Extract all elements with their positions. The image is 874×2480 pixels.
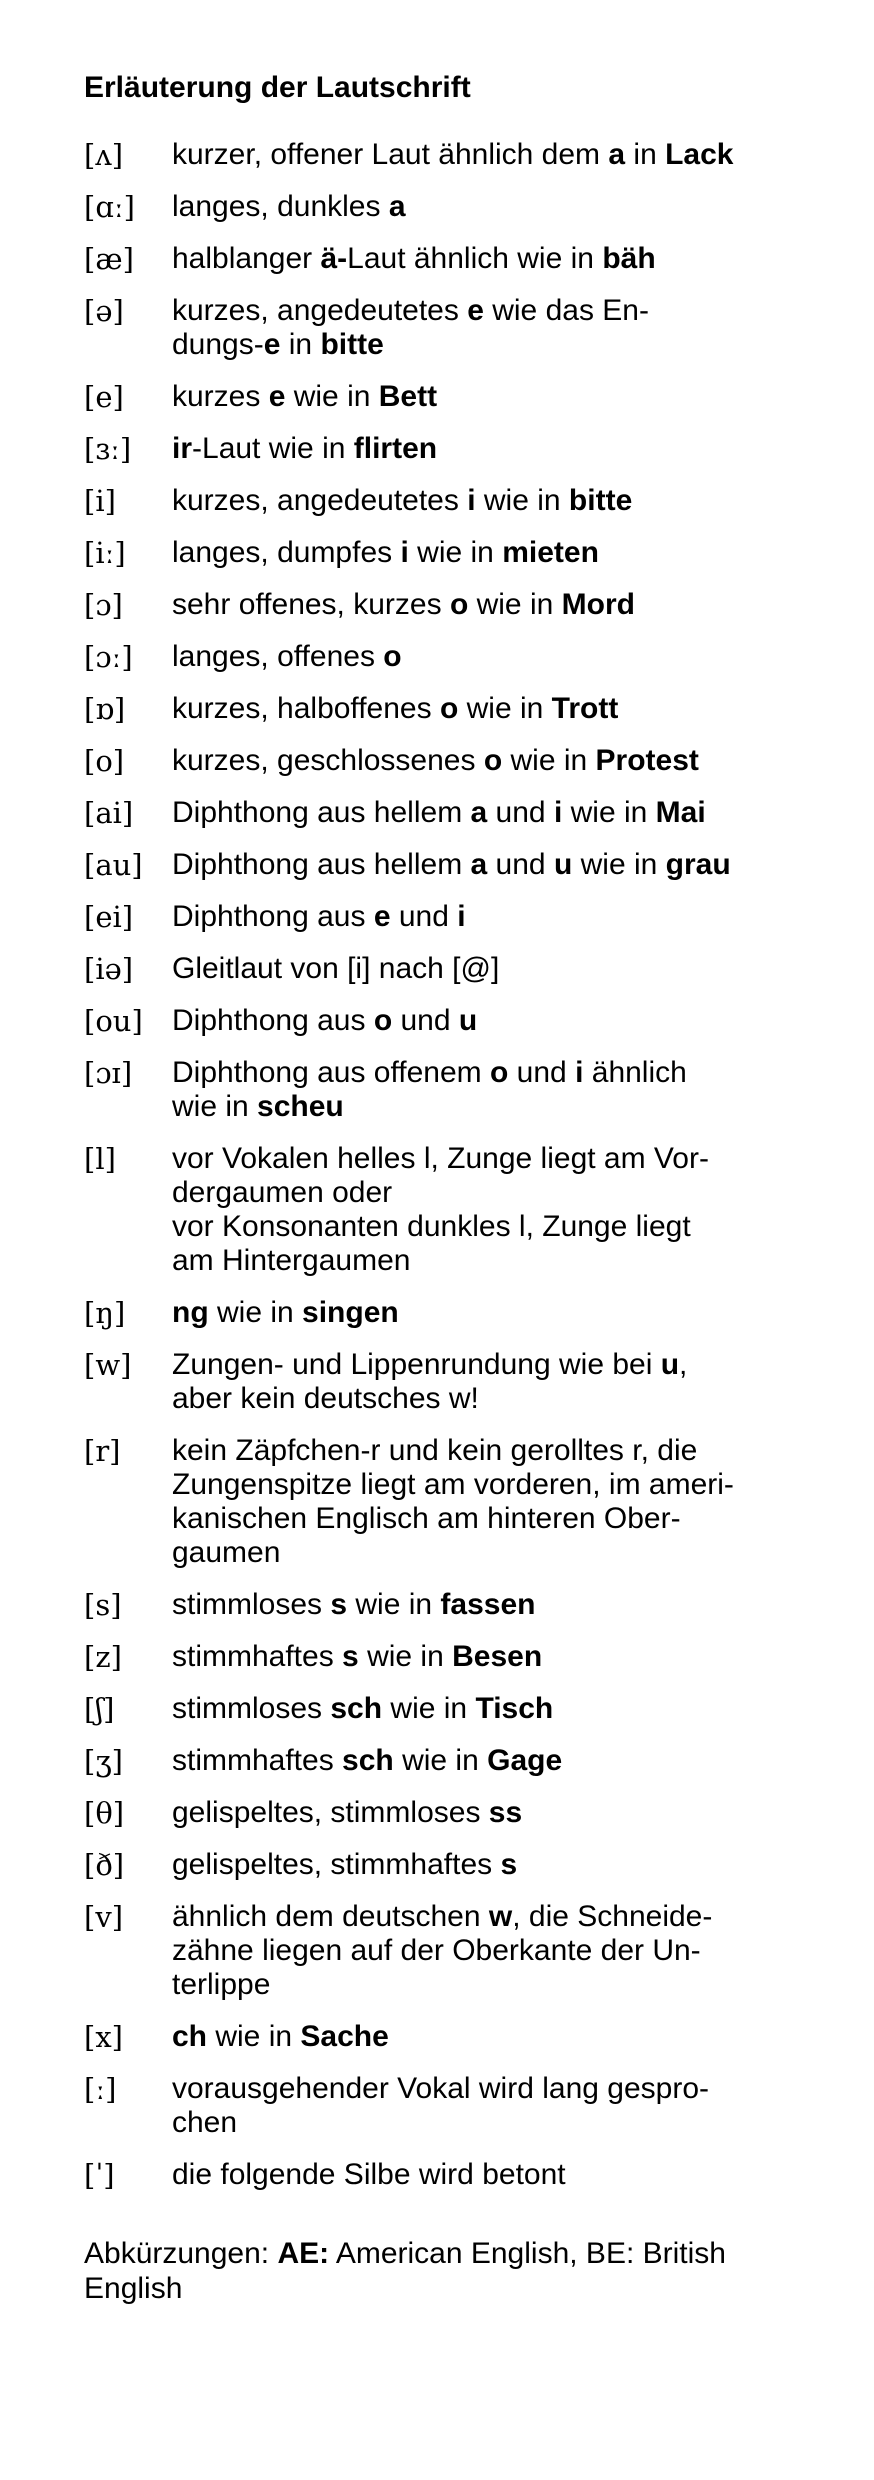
- text-segment: sehr offenes, kurzes: [172, 588, 450, 621]
- description-line: [172, 1382, 824, 1416]
- description-line: [172, 1536, 824, 1570]
- phonetic-description: [172, 640, 824, 674]
- description-line: [172, 2106, 824, 2140]
- text-segment: wie in: [562, 796, 656, 829]
- description-line: [172, 1796, 824, 1830]
- phonetic-symbol: [ei]: [84, 900, 134, 934]
- text-segment: Diphthong aus hellem: [172, 796, 471, 829]
- phonetic-symbol: [x]: [84, 2020, 123, 2054]
- description-line: [172, 432, 824, 466]
- phonetic-description: [172, 1142, 824, 1278]
- description-line: [172, 1692, 824, 1726]
- emphasized-text: s: [330, 1588, 348, 1621]
- phonetic-description: [172, 432, 824, 466]
- phonetic-symbol: [i]: [84, 484, 116, 518]
- emphasized-text: o: [373, 1004, 393, 1037]
- phonetic-entry: [84, 692, 824, 726]
- description-line: [172, 1348, 824, 1382]
- emphasized-text: grau: [665, 848, 731, 881]
- emphasized-text: Besen: [452, 1640, 543, 1673]
- text-segment: wie in: [408, 536, 503, 569]
- emphasized-text: Tisch: [475, 1692, 554, 1725]
- phonetic-entry: [84, 640, 824, 674]
- text-segment: Diphthong aus offenem: [172, 1056, 491, 1089]
- text-segment: kein Zäpfchen-r und kein gerolltes r, die: [172, 1434, 698, 1467]
- phonetic-entry: [84, 2072, 824, 2140]
- description-line: [172, 294, 824, 328]
- description-line: [172, 328, 824, 362]
- text-segment: die folgende Silbe wird betont: [172, 2158, 566, 2191]
- text-segment: , die Schneide-: [512, 1900, 713, 1933]
- emphasized-text: fassen: [440, 1588, 536, 1621]
- emphasized-text: s: [500, 1848, 518, 1881]
- description-line: [172, 692, 824, 726]
- phonetic-entry: [84, 1056, 824, 1124]
- phonetic-symbol: [ɔɪ]: [84, 1056, 133, 1090]
- text-segment: wie in: [208, 1296, 303, 1329]
- text-segment: langes, dumpfes: [172, 536, 401, 569]
- text-segment: kanischen Englisch am hinteren Ober-: [172, 1502, 681, 1535]
- description-line: [172, 1502, 824, 1536]
- text-segment: Zungenspitze liegt am vorderen, im ameri-: [172, 1468, 734, 1501]
- phonetic-description: [172, 1434, 824, 1570]
- text-segment: wie in: [347, 1588, 441, 1621]
- description-line: [172, 1848, 824, 1882]
- phonetic-symbol: [r]: [84, 1434, 121, 1468]
- phonetic-entry: [84, 796, 824, 830]
- description-line: [172, 380, 824, 414]
- phonetic-symbol: [ð]: [84, 1848, 125, 1882]
- phonetic-description: [172, 1296, 824, 1330]
- emphasized-text: o: [490, 1056, 509, 1089]
- text-segment: aber kein deutsches w!: [172, 1382, 479, 1415]
- phonetic-entry: [84, 1640, 824, 1674]
- text-segment: gelispeltes, stimmloses: [172, 1796, 489, 1829]
- text-segment: wie in: [207, 2020, 301, 2053]
- emphasized-text: i: [467, 484, 476, 517]
- phonetic-symbol: [ʒ]: [84, 1744, 123, 1778]
- description-line: [172, 1056, 824, 1090]
- emphasized-text: Trott: [551, 692, 619, 725]
- description-line: [172, 190, 824, 224]
- text-segment: ,: [679, 1348, 688, 1381]
- phonetic-description: [172, 796, 824, 830]
- pronunciation-guide: [84, 70, 824, 2306]
- phonetic-entry: [84, 2158, 824, 2192]
- emphasized-text: s: [342, 1640, 359, 1673]
- phonetic-symbol: [ɜː]: [84, 432, 132, 466]
- phonetic-symbol: [au]: [84, 848, 143, 882]
- emphasized-text: Bett: [378, 380, 438, 413]
- description-line: [172, 138, 824, 172]
- phonetic-symbol: [o]: [84, 744, 125, 778]
- description-line: [172, 1900, 824, 1934]
- emphasized-text: Protest: [595, 744, 699, 777]
- text-segment: wie in: [458, 692, 552, 725]
- text-segment: wie in: [358, 1640, 453, 1673]
- text-segment: Diphthong aus: [172, 1004, 374, 1037]
- text-segment: vor Konsonanten dunkles l, Zunge liegt: [172, 1210, 691, 1243]
- phonetic-description: [172, 588, 824, 622]
- emphasized-text: e: [268, 380, 286, 413]
- phonetic-entry: [84, 1848, 824, 1882]
- emphasized-text: bitte: [320, 328, 384, 361]
- emphasized-text: i: [400, 536, 409, 569]
- text-segment: wie in: [285, 380, 379, 413]
- description-line: [172, 952, 824, 986]
- emphasized-text: i: [575, 1056, 584, 1089]
- emphasized-text: i: [457, 900, 466, 933]
- text-segment: in: [625, 138, 666, 171]
- description-line: [172, 1244, 824, 1278]
- text-segment: langes, offenes: [172, 640, 384, 673]
- emphasized-text: AE:: [277, 2237, 330, 2270]
- emphasized-text: e: [467, 294, 484, 327]
- text-segment: Zungen- und Lippenrundung wie bei: [172, 1348, 661, 1381]
- emphasized-text: sch: [342, 1744, 394, 1777]
- phonetic-description: [172, 1900, 824, 2002]
- emphasized-text: mieten: [502, 536, 599, 569]
- text-segment: kurzes, geschlossenes: [172, 744, 484, 777]
- emphasized-text: ss: [488, 1796, 523, 1829]
- phonetic-description: [172, 242, 824, 276]
- phonetic-symbol: [θ]: [84, 1796, 125, 1830]
- text-segment: chen: [172, 2106, 238, 2139]
- emphasized-text: o: [383, 640, 402, 673]
- emphasized-text: a: [470, 796, 488, 829]
- text-segment: dergaumen oder: [172, 1176, 393, 1209]
- text-segment: vorausgehender Vokal wird lang gespro-: [172, 2072, 709, 2105]
- emphasized-text: o: [483, 744, 503, 777]
- phonetic-symbol: [e]: [84, 380, 124, 414]
- description-line: [172, 1210, 824, 1244]
- text-segment: kurzes, halboffenes: [172, 692, 440, 725]
- text-segment: kurzer, offener Laut ähnlich dem: [172, 138, 609, 171]
- description-line: [172, 1004, 824, 1038]
- emphasized-text: u: [458, 1004, 478, 1037]
- emphasized-text: ir: [172, 432, 193, 465]
- phonetic-description: [172, 2020, 824, 2054]
- phonetic-entry: [84, 2020, 824, 2054]
- phonetic-description: [172, 1692, 824, 1726]
- phonetic-symbol: [ə]: [84, 294, 124, 328]
- phonetic-description: [172, 138, 824, 172]
- phonetic-entry: [84, 536, 824, 570]
- phonetic-entry: [84, 1296, 824, 1330]
- phonetic-entry: [84, 848, 824, 882]
- phonetic-description: [172, 1004, 824, 1038]
- phonetic-description: [172, 692, 824, 726]
- phonetic-description: [172, 294, 824, 362]
- text-segment: American English, BE: British English: [84, 2237, 726, 2305]
- phonetic-entry: [84, 1004, 824, 1038]
- text-segment: vor Vokalen helles l, Zunge liegt am Vor-: [172, 1142, 709, 1175]
- phonetic-description: [172, 1640, 824, 1674]
- text-segment: und: [487, 796, 554, 829]
- text-segment: und: [390, 900, 458, 933]
- phonetic-symbol: [v]: [84, 1900, 124, 1934]
- abbreviations-note: [84, 2236, 824, 2306]
- phonetic-description: [172, 1588, 824, 1622]
- emphasized-text: w: [488, 1900, 513, 1933]
- text-segment: stimmhaftes: [172, 1640, 343, 1673]
- emphasized-text: Gage: [487, 1744, 563, 1777]
- emphasized-text: u: [660, 1348, 680, 1381]
- description-line: [172, 1588, 824, 1622]
- text-segment: wie in: [468, 588, 562, 621]
- description-line: [172, 1468, 824, 1502]
- phonetic-description: [172, 1848, 824, 1882]
- text-segment: Gleitlaut von [i] nach [@]: [172, 952, 500, 985]
- description-line: [172, 796, 824, 830]
- phonetic-description: [172, 380, 824, 414]
- phonetic-entry: [84, 138, 824, 172]
- phonetic-symbol: [ˈ]: [84, 2158, 115, 2192]
- phonetic-symbol: [ɒ]: [84, 692, 126, 726]
- text-segment: terlippe: [172, 1968, 271, 2001]
- emphasized-text: i: [553, 796, 563, 829]
- text-segment: stimmhaftes: [172, 1744, 343, 1777]
- phonetic-entry: [84, 1692, 824, 1726]
- phonetic-description: [172, 744, 824, 778]
- text-segment: wie in: [572, 848, 666, 881]
- text-segment: kurzes, angedeutetes: [172, 484, 468, 517]
- description-line: [172, 1090, 824, 1124]
- text-segment: -Laut wie in: [192, 432, 354, 465]
- text-segment: gaumen: [172, 1536, 281, 1569]
- emphasized-text: Sache: [300, 2020, 389, 2053]
- phonetic-symbol: [l]: [84, 1142, 116, 1176]
- description-line: [172, 536, 824, 570]
- phonetic-entry-list: [84, 138, 824, 2192]
- phonetic-entry: [84, 588, 824, 622]
- emphasized-text: u: [553, 848, 573, 881]
- description-line: [172, 1934, 824, 1968]
- text-segment: stimmloses: [172, 1692, 331, 1725]
- description-line: [172, 2020, 824, 2054]
- emphasized-text: bäh: [602, 242, 656, 275]
- phonetic-symbol: [æ]: [84, 242, 134, 276]
- phonetic-entry: [84, 484, 824, 518]
- phonetic-description: [172, 484, 824, 518]
- text-segment: und: [392, 1004, 459, 1037]
- emphasized-text: flirten: [353, 432, 438, 465]
- phonetic-entry: [84, 432, 824, 466]
- emphasized-text: Lack: [665, 138, 734, 171]
- phonetic-entry: [84, 380, 824, 414]
- phonetic-description: [172, 900, 824, 934]
- emphasized-text: o: [439, 692, 459, 725]
- description-line: [172, 900, 824, 934]
- text-segment: kurzes: [172, 380, 269, 413]
- description-line: [172, 2072, 824, 2106]
- phonetic-symbol: [ŋ]: [84, 1296, 126, 1330]
- text-segment: stimmloses: [172, 1588, 331, 1621]
- phonetic-symbol: [ʃ]: [84, 1692, 115, 1726]
- text-segment: zähne liegen auf der Oberkante der Un-: [172, 1934, 701, 1967]
- emphasized-text: o: [449, 588, 469, 621]
- phonetic-entry: [84, 1348, 824, 1416]
- phonetic-entry: [84, 1900, 824, 2002]
- text-segment: und: [487, 848, 554, 881]
- description-line: [172, 484, 824, 518]
- text-segment: wie in: [382, 1692, 476, 1725]
- description-line: [172, 1640, 824, 1674]
- emphasized-text: a: [608, 138, 626, 171]
- text-segment: wie in: [502, 744, 596, 777]
- text-segment: ähnlich dem deutschen: [172, 1900, 489, 1933]
- description-line: [172, 1296, 824, 1330]
- phonetic-symbol: [ai]: [84, 796, 134, 830]
- description-line: [172, 1744, 824, 1778]
- emphasized-text: Mai: [655, 796, 706, 829]
- phonetic-description: [172, 848, 824, 882]
- emphasized-text: a: [388, 190, 406, 223]
- phonetic-symbol: [ɔː]: [84, 640, 133, 674]
- phonetic-description: [172, 190, 824, 224]
- text-segment: langes, dunkles: [172, 190, 389, 223]
- emphasized-text: bitte: [568, 484, 633, 517]
- description-line: [172, 1142, 824, 1176]
- text-segment: kurzes, angedeutetes: [172, 294, 468, 327]
- text-segment: in: [280, 328, 321, 361]
- emphasized-text: scheu: [257, 1090, 344, 1123]
- emphasized-text: ä-: [320, 242, 348, 275]
- text-segment: am Hintergaumen: [172, 1244, 411, 1277]
- description-line: [172, 848, 824, 882]
- description-line: [172, 744, 824, 778]
- phonetic-symbol: [z]: [84, 1640, 122, 1674]
- description-line: [172, 588, 824, 622]
- page-title: Erläuterung der Lautschrift: [84, 71, 471, 104]
- phonetic-symbol: [iə]: [84, 952, 134, 986]
- description-line: [172, 2158, 824, 2192]
- phonetic-entry: [84, 952, 824, 986]
- emphasized-text: singen: [302, 1296, 399, 1329]
- phonetic-description: [172, 1744, 824, 1778]
- text-segment: Laut ähnlich wie in: [347, 242, 603, 275]
- text-segment: wie in: [393, 1744, 488, 1777]
- phonetic-entry: [84, 1142, 824, 1278]
- text-segment: dungs-: [172, 328, 264, 361]
- phonetic-description: [172, 1056, 824, 1124]
- phonetic-entry: [84, 294, 824, 362]
- description-line: [172, 1434, 824, 1468]
- phonetic-symbol: [s]: [84, 1588, 122, 1622]
- phonetic-entry: [84, 1588, 824, 1622]
- description-line: [172, 640, 824, 674]
- emphasized-text: Mord: [561, 588, 635, 621]
- phonetic-description: [172, 536, 824, 570]
- phonetic-symbol: [ʌ]: [84, 138, 124, 172]
- phonetic-symbol: [w]: [84, 1348, 132, 1382]
- emphasized-text: ch: [172, 2020, 208, 2053]
- phonetic-entry: [84, 1796, 824, 1830]
- text-segment: wie das En-: [483, 294, 649, 327]
- text-segment: wie in: [475, 484, 569, 517]
- phonetic-description: [172, 1796, 824, 1830]
- emphasized-text: ng: [172, 1296, 209, 1329]
- phonetic-symbol: [ː]: [84, 2072, 117, 2106]
- phonetic-entry: [84, 190, 824, 224]
- emphasized-text: a: [470, 848, 488, 881]
- emphasized-text: e: [373, 900, 391, 933]
- text-segment: und: [508, 1056, 576, 1089]
- phonetic-description: [172, 952, 824, 986]
- emphasized-text: sch: [330, 1692, 383, 1725]
- phonetic-symbol: [ɔ]: [84, 588, 123, 622]
- description-line: [172, 242, 824, 276]
- emphasized-text: e: [263, 328, 281, 361]
- phonetic-symbol: [iː]: [84, 536, 126, 570]
- phonetic-symbol: [ou]: [84, 1004, 143, 1038]
- phonetic-description: [172, 1348, 824, 1416]
- text-segment: Diphthong aus: [172, 900, 374, 933]
- text-segment: halblanger: [172, 242, 321, 275]
- phonetic-entry: [84, 1744, 824, 1778]
- phonetic-entry: [84, 242, 824, 276]
- phonetic-symbol: [ɑː]: [84, 190, 135, 224]
- text-segment: ähnlich: [583, 1056, 687, 1089]
- phonetic-description: [172, 2072, 824, 2140]
- phonetic-entry: [84, 744, 824, 778]
- text-segment: gelispeltes, stimmhaftes: [172, 1848, 501, 1881]
- description-line: [172, 1968, 824, 2002]
- phonetic-description: [172, 2158, 824, 2192]
- phonetic-entry: [84, 1434, 824, 1570]
- text-segment: wie in: [172, 1090, 258, 1123]
- description-line: [172, 1176, 824, 1210]
- phonetic-entry: [84, 900, 824, 934]
- text-segment: Abkürzungen:: [84, 2237, 278, 2270]
- text-segment: Diphthong aus hellem: [172, 848, 471, 881]
